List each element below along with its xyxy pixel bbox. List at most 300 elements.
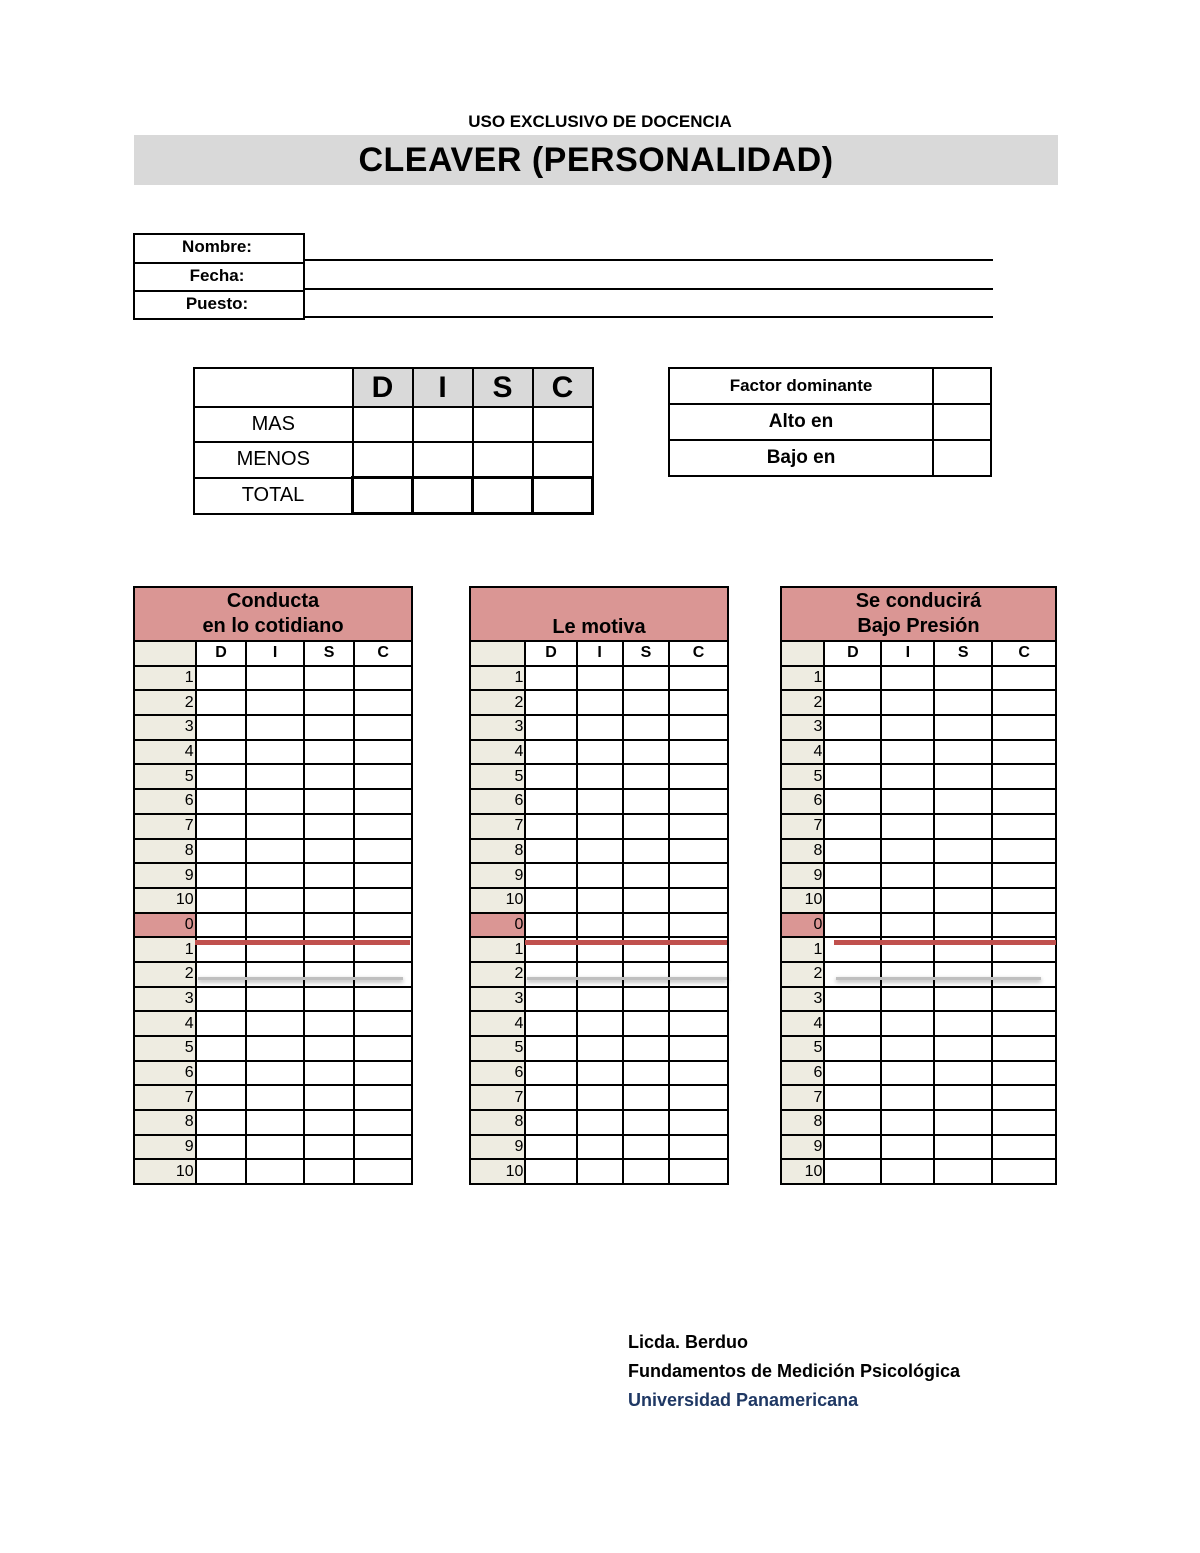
grid-cell[interactable] xyxy=(881,764,934,789)
grid-cell[interactable] xyxy=(246,913,303,938)
grid-cell[interactable] xyxy=(304,987,355,1012)
grid-cell[interactable] xyxy=(824,839,881,864)
grid-cell[interactable] xyxy=(577,888,623,913)
grid-cell[interactable] xyxy=(246,987,303,1012)
grid-cell[interactable] xyxy=(824,789,881,814)
grid-cell[interactable] xyxy=(196,740,247,765)
grid-cell[interactable] xyxy=(934,1110,992,1135)
grid-cell[interactable] xyxy=(304,888,355,913)
grid-row-label: 9 xyxy=(134,1135,196,1160)
grid-cell[interactable] xyxy=(246,690,303,715)
grid-cell[interactable] xyxy=(525,1110,576,1135)
grid-cell[interactable] xyxy=(196,1036,247,1061)
grid-cell[interactable] xyxy=(196,913,247,938)
input-cell[interactable] xyxy=(353,442,413,478)
input-cell[interactable] xyxy=(353,407,413,442)
grid-row-label: 1 xyxy=(470,937,525,962)
grid-cell[interactable] xyxy=(304,690,355,715)
grid-cell[interactable] xyxy=(992,1061,1056,1086)
input-cell[interactable] xyxy=(533,407,593,442)
grid-row-label: 3 xyxy=(470,715,525,740)
grid-cell[interactable] xyxy=(824,863,881,888)
grid-row xyxy=(134,1061,412,1086)
grid-cell[interactable] xyxy=(525,1135,576,1160)
zero-line xyxy=(834,940,1056,945)
grid-cell[interactable] xyxy=(881,715,934,740)
grid-cell[interactable] xyxy=(669,1110,728,1135)
grid-cell[interactable] xyxy=(246,1159,303,1184)
grid-cell[interactable] xyxy=(669,962,728,987)
grid-cell[interactable] xyxy=(992,1085,1056,1110)
grid-cell[interactable] xyxy=(881,1011,934,1036)
grid-cell[interactable] xyxy=(992,863,1056,888)
grid-row-label: 8 xyxy=(134,1110,196,1135)
grid-row-label: 2 xyxy=(781,690,824,715)
grid-cell[interactable] xyxy=(196,1110,247,1135)
grid-cell[interactable] xyxy=(934,666,992,691)
grid-cell[interactable] xyxy=(992,764,1056,789)
grid-col-header: S xyxy=(304,641,355,666)
grid-col-header: D xyxy=(196,641,247,666)
grid-col-header: D xyxy=(525,641,576,666)
grid-cell[interactable] xyxy=(623,1159,669,1184)
grid-cell[interactable] xyxy=(354,1011,412,1036)
grid-cell[interactable] xyxy=(881,1110,934,1135)
grid-cell[interactable] xyxy=(577,715,623,740)
grid-cell[interactable] xyxy=(669,888,728,913)
grid-row xyxy=(470,814,728,839)
grid-cell[interactable] xyxy=(577,814,623,839)
grid-cell[interactable] xyxy=(623,962,669,987)
grid-cell[interactable] xyxy=(525,814,576,839)
grid-cell[interactable] xyxy=(246,789,303,814)
grid-cell[interactable] xyxy=(354,987,412,1012)
grid-row-label: 10 xyxy=(134,888,196,913)
grid-cell[interactable] xyxy=(623,1036,669,1061)
grid-cell[interactable] xyxy=(577,839,623,864)
grid-cell[interactable] xyxy=(354,1036,412,1061)
grid-cell[interactable] xyxy=(881,888,934,913)
grid-row-label: 6 xyxy=(134,789,196,814)
grid-cell[interactable] xyxy=(623,1011,669,1036)
grid-cell[interactable] xyxy=(525,789,576,814)
grid-cell[interactable] xyxy=(934,690,992,715)
grid-cell[interactable] xyxy=(246,740,303,765)
input-cell[interactable] xyxy=(413,442,473,478)
date-row[interactable] xyxy=(133,262,993,290)
grid-cell[interactable] xyxy=(881,789,934,814)
grid-cell[interactable] xyxy=(623,666,669,691)
grid-cell[interactable] xyxy=(669,1085,728,1110)
grid-cell[interactable] xyxy=(304,1085,355,1110)
name-field[interactable] xyxy=(303,259,993,261)
grid-cell[interactable] xyxy=(824,888,881,913)
grid-cell[interactable] xyxy=(304,740,355,765)
grid-cell[interactable] xyxy=(577,1061,623,1086)
grid-cell[interactable] xyxy=(196,962,247,987)
grid-cell[interactable] xyxy=(934,888,992,913)
input-cell[interactable] xyxy=(413,478,473,514)
grid-cell[interactable] xyxy=(525,1011,576,1036)
grid-row xyxy=(470,789,728,814)
grid-cell[interactable] xyxy=(934,715,992,740)
grid-cell[interactable] xyxy=(992,789,1056,814)
grid-cell[interactable] xyxy=(934,1085,992,1110)
grid-cell[interactable] xyxy=(577,666,623,691)
grid-cell[interactable] xyxy=(196,690,247,715)
grid-cell[interactable] xyxy=(577,1135,623,1160)
grid-cell[interactable] xyxy=(669,814,728,839)
grid-cell[interactable] xyxy=(824,1085,881,1110)
grid-cell[interactable] xyxy=(623,863,669,888)
grid-cell[interactable] xyxy=(934,789,992,814)
grid-cell[interactable] xyxy=(824,690,881,715)
grid-cell[interactable] xyxy=(525,1159,576,1184)
grid-cell[interactable] xyxy=(623,1135,669,1160)
grid-cell[interactable] xyxy=(669,1061,728,1086)
dominant-factor-value[interactable] xyxy=(933,368,991,404)
grid-cell[interactable] xyxy=(881,987,934,1012)
grid-cell[interactable] xyxy=(196,1159,247,1184)
grid-cell[interactable] xyxy=(525,740,576,765)
grid-cell[interactable] xyxy=(525,913,576,938)
grid-cell[interactable] xyxy=(824,987,881,1012)
grid-row xyxy=(781,814,1056,839)
grid-cell[interactable] xyxy=(577,1110,623,1135)
grid-row-label: 10 xyxy=(134,1159,196,1184)
grid-row-label: 6 xyxy=(134,1061,196,1086)
grid-cell[interactable] xyxy=(824,913,881,938)
grid-cell[interactable] xyxy=(354,789,412,814)
grid-cell[interactable] xyxy=(196,863,247,888)
grid-cell[interactable] xyxy=(246,1135,303,1160)
grid-cell[interactable] xyxy=(577,1159,623,1184)
grid-cell[interactable] xyxy=(992,962,1056,987)
grid-cell[interactable] xyxy=(824,715,881,740)
grid-cell[interactable] xyxy=(304,1159,355,1184)
grid-cell[interactable] xyxy=(623,789,669,814)
grid-cell[interactable] xyxy=(669,666,728,691)
grid-row xyxy=(470,1159,728,1184)
grid-cell[interactable] xyxy=(354,690,412,715)
grid-row xyxy=(470,863,728,888)
grid-cell[interactable] xyxy=(196,1135,247,1160)
grid-cell[interactable] xyxy=(525,962,576,987)
grid-cell[interactable] xyxy=(577,740,623,765)
grid-cell[interactable] xyxy=(992,1135,1056,1160)
grid-cell[interactable] xyxy=(881,740,934,765)
grid-cell[interactable] xyxy=(881,1159,934,1184)
grid-cell[interactable] xyxy=(623,764,669,789)
grid-cell[interactable] xyxy=(196,987,247,1012)
grid-row-label: 1 xyxy=(470,666,525,691)
grid-row xyxy=(134,1011,412,1036)
grid-cell[interactable] xyxy=(881,1061,934,1086)
grid-cell[interactable] xyxy=(992,1159,1056,1184)
grid-cell[interactable] xyxy=(354,1061,412,1086)
grid-col-header: S xyxy=(623,641,669,666)
grid-cell[interactable] xyxy=(304,913,355,938)
grid-cell[interactable] xyxy=(669,740,728,765)
grid-cell[interactable] xyxy=(304,666,355,691)
grid-cell[interactable] xyxy=(934,913,992,938)
grid-cell[interactable] xyxy=(304,1061,355,1086)
input-cell[interactable] xyxy=(353,478,413,514)
grid-cell[interactable] xyxy=(304,962,355,987)
grid-cell[interactable] xyxy=(992,913,1056,938)
grid-row xyxy=(470,690,728,715)
graph-title-line2: Bajo Presión xyxy=(857,615,980,637)
high-value[interactable] xyxy=(933,404,991,440)
grid-row-label: 8 xyxy=(781,1110,824,1135)
grid-cell[interactable] xyxy=(623,888,669,913)
grid-row xyxy=(470,764,728,789)
grid-cell[interactable] xyxy=(669,1036,728,1061)
grid-cell[interactable] xyxy=(669,789,728,814)
grid-cell[interactable] xyxy=(196,839,247,864)
grid-cell[interactable] xyxy=(246,814,303,839)
grid-cell[interactable] xyxy=(934,740,992,765)
grid-cell[interactable] xyxy=(623,690,669,715)
input-cell[interactable] xyxy=(533,478,593,514)
position-row[interactable] xyxy=(133,290,993,318)
header-note: USO EXCLUSIVO DE DOCENCIA xyxy=(468,112,732,131)
grid-cell[interactable] xyxy=(881,1085,934,1110)
grid-cell[interactable] xyxy=(992,888,1056,913)
grid-cell[interactable] xyxy=(824,764,881,789)
grid-cell[interactable] xyxy=(577,1011,623,1036)
grid-cell[interactable] xyxy=(934,1061,992,1086)
grid-cell[interactable] xyxy=(992,740,1056,765)
grid-cell[interactable] xyxy=(881,666,934,691)
grid-cell[interactable] xyxy=(824,1061,881,1086)
grid-cell[interactable] xyxy=(824,1011,881,1036)
grid-row-label: 6 xyxy=(470,1061,525,1086)
grid-row-label: 6 xyxy=(781,789,824,814)
grid-cell[interactable] xyxy=(246,839,303,864)
grid-cell[interactable] xyxy=(196,1061,247,1086)
grid-cell[interactable] xyxy=(934,839,992,864)
grid-cell[interactable] xyxy=(623,987,669,1012)
grid-cell[interactable] xyxy=(881,839,934,864)
grid-cell[interactable] xyxy=(525,1061,576,1086)
col-header-c: C xyxy=(533,368,593,407)
grid-cell[interactable] xyxy=(354,715,412,740)
grid-cell[interactable] xyxy=(354,666,412,691)
grid-cell[interactable] xyxy=(246,715,303,740)
grid-cell[interactable] xyxy=(934,863,992,888)
grid-cell[interactable] xyxy=(354,888,412,913)
grid-cell[interactable] xyxy=(354,1159,412,1184)
grid-cell[interactable] xyxy=(304,1036,355,1061)
grid-cell[interactable] xyxy=(577,789,623,814)
grid-row-label: 1 xyxy=(781,937,824,962)
grid-cell[interactable] xyxy=(669,1135,728,1160)
low-label: Bajo en xyxy=(669,440,933,476)
input-cell[interactable] xyxy=(473,478,533,514)
grid-cell[interactable] xyxy=(525,764,576,789)
grid-cell[interactable] xyxy=(824,962,881,987)
grid-cell[interactable] xyxy=(246,888,303,913)
grid-cell[interactable] xyxy=(354,839,412,864)
grid-cell[interactable] xyxy=(354,740,412,765)
grid-cell[interactable] xyxy=(669,863,728,888)
grid-cell[interactable] xyxy=(354,913,412,938)
grid-cell[interactable] xyxy=(824,1159,881,1184)
grid-cell[interactable] xyxy=(577,764,623,789)
grid-row xyxy=(781,690,1056,715)
grid-cell[interactable] xyxy=(354,962,412,987)
grid-cell[interactable] xyxy=(934,962,992,987)
grid-cell[interactable] xyxy=(623,1085,669,1110)
grid-cell[interactable] xyxy=(246,1061,303,1086)
grid-cell[interactable] xyxy=(246,1036,303,1061)
grid-cell[interactable] xyxy=(881,1036,934,1061)
grid-cell[interactable] xyxy=(881,913,934,938)
grid-cell[interactable] xyxy=(246,1085,303,1110)
grid-cell[interactable] xyxy=(196,764,247,789)
grid-cell[interactable] xyxy=(525,715,576,740)
grid-cell[interactable] xyxy=(824,1110,881,1135)
grid-cell[interactable] xyxy=(669,764,728,789)
grid-cell[interactable] xyxy=(669,913,728,938)
input-cell[interactable] xyxy=(533,442,593,478)
grid-cell[interactable] xyxy=(992,715,1056,740)
grid-cell[interactable] xyxy=(881,863,934,888)
grid-cell[interactable] xyxy=(304,1110,355,1135)
grid-cell[interactable] xyxy=(623,1061,669,1086)
grid-cell[interactable] xyxy=(824,666,881,691)
grid-cell[interactable] xyxy=(304,839,355,864)
grid-cell[interactable] xyxy=(525,1036,576,1061)
grid-cell[interactable] xyxy=(669,690,728,715)
grid-cell[interactable] xyxy=(669,715,728,740)
grid-cell[interactable] xyxy=(196,814,247,839)
grid-cell[interactable] xyxy=(992,814,1056,839)
grid-cell[interactable] xyxy=(881,690,934,715)
grid-cell[interactable] xyxy=(196,715,247,740)
input-cell[interactable] xyxy=(413,407,473,442)
grid-cell[interactable] xyxy=(577,1085,623,1110)
grid-cell[interactable] xyxy=(669,1159,728,1184)
grid-cell[interactable] xyxy=(246,764,303,789)
grid-cell[interactable] xyxy=(196,888,247,913)
grid-cell[interactable] xyxy=(354,814,412,839)
grid-cell[interactable] xyxy=(304,1011,355,1036)
grid-cell[interactable] xyxy=(354,1135,412,1160)
grid-cell[interactable] xyxy=(525,888,576,913)
grid-cell[interactable] xyxy=(354,1085,412,1110)
grid-cell[interactable] xyxy=(992,987,1056,1012)
grid-cell[interactable] xyxy=(577,1036,623,1061)
grid-cell[interactable] xyxy=(196,1011,247,1036)
grid-cell[interactable] xyxy=(623,1110,669,1135)
grid-cell[interactable] xyxy=(992,839,1056,864)
grid-cell[interactable] xyxy=(992,666,1056,691)
grid-row xyxy=(781,962,1056,987)
grid-cell[interactable] xyxy=(304,863,355,888)
grid-col-header: C xyxy=(992,641,1056,666)
grid-cell[interactable] xyxy=(623,715,669,740)
grid-cell[interactable] xyxy=(304,814,355,839)
grid-cell[interactable] xyxy=(992,1011,1056,1036)
grid-cell[interactable] xyxy=(623,913,669,938)
name-row[interactable] xyxy=(133,233,993,261)
grid-cell[interactable] xyxy=(824,740,881,765)
grid-cell[interactable] xyxy=(304,715,355,740)
grid-cell[interactable] xyxy=(577,913,623,938)
grid-cell[interactable] xyxy=(934,987,992,1012)
col-header-i: I xyxy=(413,368,473,407)
grid-cell[interactable] xyxy=(196,666,247,691)
grid-cell[interactable] xyxy=(525,863,576,888)
grid-cell[interactable] xyxy=(623,740,669,765)
grid-cell[interactable] xyxy=(196,1085,247,1110)
grid-cell[interactable] xyxy=(304,789,355,814)
grid-cell[interactable] xyxy=(246,962,303,987)
grid-cell[interactable] xyxy=(577,987,623,1012)
input-cell[interactable] xyxy=(473,442,533,478)
grid-cell[interactable] xyxy=(934,1011,992,1036)
grid-cell[interactable] xyxy=(304,1135,355,1160)
grid-cell[interactable] xyxy=(525,839,576,864)
grid-row xyxy=(781,987,1056,1012)
grid-cell[interactable] xyxy=(669,1011,728,1036)
grid-cell[interactable] xyxy=(824,814,881,839)
grid-cell[interactable] xyxy=(246,1110,303,1135)
grid-cell[interactable] xyxy=(623,839,669,864)
grid-cell[interactable] xyxy=(246,666,303,691)
low-value[interactable] xyxy=(933,440,991,476)
grid-cell[interactable] xyxy=(525,987,576,1012)
grid-cell[interactable] xyxy=(354,1110,412,1135)
grid-col-header: I xyxy=(246,641,303,666)
grid-cell[interactable] xyxy=(881,962,934,987)
grid-cell[interactable] xyxy=(824,1036,881,1061)
position-field[interactable] xyxy=(303,316,993,318)
grid-cell[interactable] xyxy=(669,839,728,864)
grid-cell[interactable] xyxy=(525,690,576,715)
grid-cell[interactable] xyxy=(577,863,623,888)
grid-cell[interactable] xyxy=(246,1011,303,1036)
graph-panel-conducta xyxy=(133,586,413,1185)
grid-cell[interactable] xyxy=(934,1135,992,1160)
grid-cell[interactable] xyxy=(824,1135,881,1160)
grid-cell[interactable] xyxy=(934,814,992,839)
grid-cell[interactable] xyxy=(623,814,669,839)
grid-cell[interactable] xyxy=(304,764,355,789)
grid-cell[interactable] xyxy=(934,1036,992,1061)
grid-cell[interactable] xyxy=(992,1036,1056,1061)
grid-cell[interactable] xyxy=(196,789,247,814)
grid-cell[interactable] xyxy=(577,690,623,715)
grid-cell[interactable] xyxy=(525,1085,576,1110)
grid-cell[interactable] xyxy=(246,863,303,888)
grid-cell[interactable] xyxy=(992,690,1056,715)
grid-cell[interactable] xyxy=(354,764,412,789)
grid-cell[interactable] xyxy=(669,987,728,1012)
grid-cell[interactable] xyxy=(881,814,934,839)
input-cell[interactable] xyxy=(473,407,533,442)
grid-row xyxy=(781,764,1056,789)
grid-cell[interactable] xyxy=(525,666,576,691)
grid-cell[interactable] xyxy=(354,863,412,888)
grid-cell[interactable] xyxy=(577,962,623,987)
grid-cell[interactable] xyxy=(934,764,992,789)
grid-cell[interactable] xyxy=(934,1159,992,1184)
grid-cell[interactable] xyxy=(992,1110,1056,1135)
grid-cell[interactable] xyxy=(881,1135,934,1160)
